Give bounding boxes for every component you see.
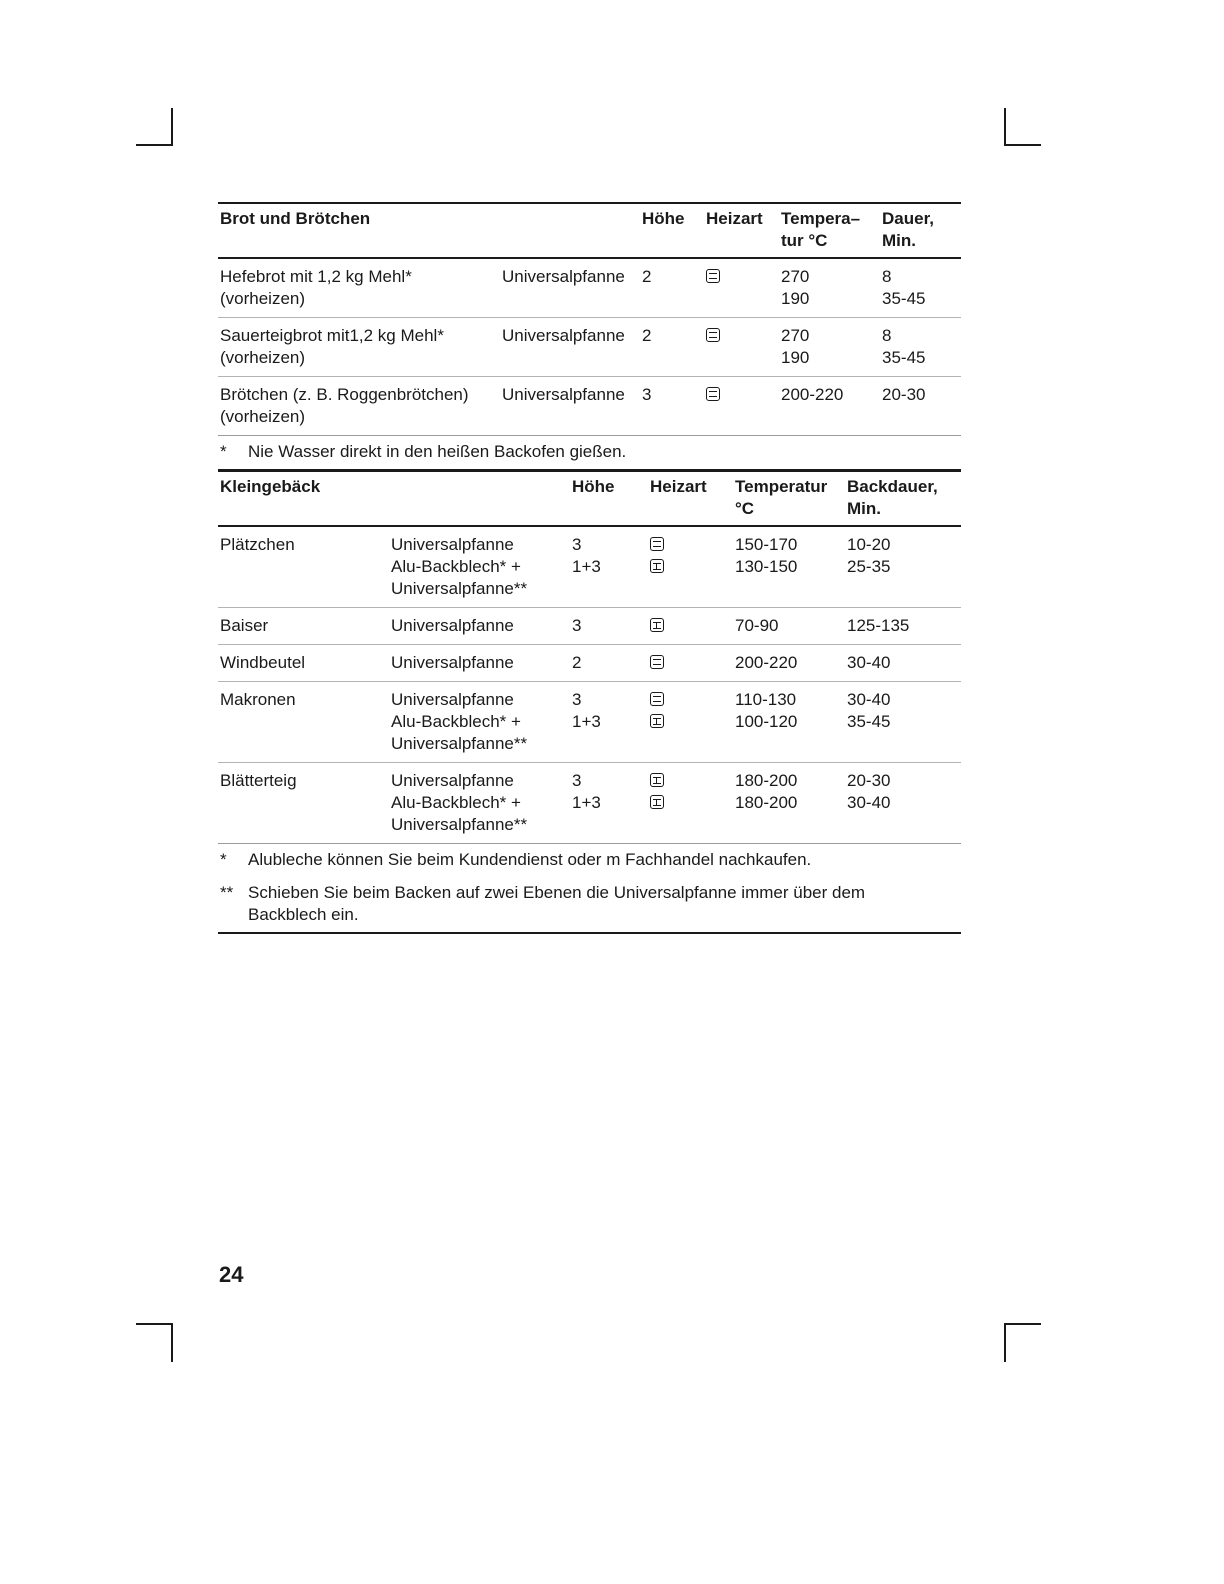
footnote-text: Schieben Sie beim Backen auf zwei Ebenen die Universalpfanne immer über dem Backblech ein.: [248, 883, 866, 924]
table-row: [218, 527, 961, 608]
hoehe-cell: [570, 682, 648, 763]
oberunterhitze-icon: [706, 269, 720, 283]
crop-mark-bottom-left-h: [136, 1323, 173, 1325]
header-backdauer: [845, 470, 961, 527]
heizart-line: [706, 266, 767, 288]
text-line: 2: [642, 326, 652, 345]
text-line: Universalpfanne: [391, 535, 514, 554]
duration-cell: [880, 259, 961, 318]
text-line: 8: [882, 326, 892, 345]
temperature-cell-text: [781, 325, 868, 369]
text-line: Alu-Backblech* +: [391, 557, 521, 576]
heissluft-icon: [650, 559, 664, 573]
text-line: 180-200: [735, 793, 798, 812]
duration-cell-text: [882, 384, 961, 406]
temperature-cell: [779, 318, 880, 377]
hoehe-cell: [640, 259, 704, 318]
page-number: 24: [219, 1262, 244, 1287]
oberunterhitze-icon: [706, 328, 720, 342]
item-name-cell-text: [220, 770, 377, 792]
temperature-cell: [733, 608, 845, 645]
heizart-line: [650, 792, 721, 814]
temperature-cell: [779, 377, 880, 436]
text-line: 180-200: [735, 771, 798, 790]
item-name-cell: [218, 682, 389, 763]
header-category-text: [220, 476, 558, 498]
table-header-row: [218, 470, 961, 527]
hoehe-cell-text: [572, 652, 636, 674]
item-name-cell-text: [220, 615, 377, 637]
pan-cell: [500, 377, 640, 436]
item-name-cell-text: [220, 266, 488, 310]
heissluft-icon: [650, 773, 664, 787]
header-temperatur-text: [735, 476, 845, 520]
header-hoehe-text: [572, 476, 648, 498]
text-line: Hefebrot mit 1,2 kg Mehl*: [220, 267, 412, 286]
heizart-line: [706, 325, 767, 347]
text-line: 70-90: [735, 616, 779, 635]
text-line: Universalpfanne: [391, 690, 514, 709]
crop-mark-top-right-v: [1004, 108, 1006, 146]
duration-cell-text: [847, 770, 961, 814]
text-line: Blätterteig: [220, 771, 297, 790]
header-heizart: [648, 470, 733, 527]
item-name-cell-text: [220, 325, 488, 369]
item-name-cell-text: [220, 689, 377, 711]
table-row: [218, 682, 961, 763]
table-row: [218, 318, 961, 377]
header-dauer-text: [882, 208, 961, 252]
hoehe-cell: [570, 608, 648, 645]
hoehe-cell-text: [572, 534, 636, 578]
duration-cell-text: [882, 266, 961, 310]
text-line: 1+3: [572, 712, 601, 731]
hoehe-cell: [570, 527, 648, 608]
heizart-cell: [648, 763, 733, 844]
footnote-mark: *: [220, 442, 227, 461]
heizart-line: [650, 770, 721, 792]
temperature-cell-text: [735, 770, 833, 814]
text-line: Kleingebäck: [220, 477, 321, 496]
hoehe-cell-text: [642, 384, 692, 406]
hoehe-cell-text: [572, 689, 636, 733]
text-line: 20-30: [882, 385, 926, 404]
text-line: 8: [882, 267, 892, 286]
text-line: Heizart: [650, 477, 707, 496]
pan-cell-text: [391, 652, 558, 674]
text-line: Universalpfanne: [502, 385, 625, 404]
temperature-cell: [733, 682, 845, 763]
item-name-cell: [218, 763, 389, 844]
temperature-cell-text: [781, 384, 868, 406]
text-line: 190: [781, 348, 810, 367]
text-line: 200-220: [735, 653, 798, 672]
text-line: Min.: [882, 231, 916, 250]
text-line: Universalpfanne: [502, 267, 625, 286]
text-line: 3: [642, 385, 652, 404]
duration-cell: [845, 608, 961, 645]
text-line: 1+3: [572, 793, 601, 812]
header-hoehe-text: [642, 208, 704, 230]
text-line: Universalpfanne: [391, 771, 514, 790]
text-line: 270: [781, 326, 810, 345]
text-line: Min.: [847, 499, 881, 518]
table-row: [218, 259, 961, 318]
heizart-line: [650, 652, 721, 674]
pan-cell-text: [502, 384, 628, 406]
text-line: 2: [642, 267, 652, 286]
heizart-line: [650, 534, 721, 556]
crop-mark-top-left-v: [171, 108, 173, 146]
text-line: Universalpfanne: [391, 616, 514, 635]
crop-mark-top-right-h: [1004, 144, 1041, 146]
item-name-cell-text: [220, 652, 377, 674]
text-line: 3: [572, 535, 582, 554]
text-line: 3: [572, 616, 582, 635]
temperature-cell-text: [781, 266, 868, 310]
duration-cell: [845, 645, 961, 682]
text-line: 200-220: [781, 385, 844, 404]
text-line: Sauerteigbrot mit1,2 kg Mehl*: [220, 326, 444, 345]
text-line: 3: [572, 690, 582, 709]
text-line: 30-40: [847, 793, 891, 812]
text-line: 110-130: [735, 690, 797, 709]
header-dauer: [880, 202, 961, 259]
heissluft-icon: [650, 618, 664, 632]
footnote: [218, 877, 961, 934]
temperature-cell: [733, 763, 845, 844]
text-line: Baiser: [220, 616, 269, 635]
text-line: Alu-Backblech* +: [391, 712, 521, 731]
text-line: Heizart: [706, 209, 763, 228]
pan-cell: [389, 608, 570, 645]
item-name-cell: [218, 645, 389, 682]
pan-cell: [500, 318, 640, 377]
text-line: 30-40: [847, 690, 891, 709]
text-line: Plätzchen: [220, 535, 295, 554]
heizart-cell: [648, 682, 733, 763]
item-name-cell: [218, 318, 500, 377]
item-name-cell: [218, 377, 500, 436]
pan-cell: [389, 763, 570, 844]
text-line: 1+3: [572, 557, 601, 576]
bread-table: [218, 202, 961, 471]
duration-cell: [845, 682, 961, 763]
duration-cell: [880, 318, 961, 377]
text-line: 3: [572, 771, 582, 790]
heissluft-icon: [650, 795, 664, 809]
text-line: Höhe: [572, 477, 615, 496]
header-temperatur: [779, 202, 880, 259]
text-line: 2: [572, 653, 582, 672]
oberunterhitze-icon: [650, 692, 664, 706]
footnote: [218, 844, 961, 877]
duration-cell: [845, 763, 961, 844]
heizart-cell: [648, 645, 733, 682]
pan-cell: [389, 527, 570, 608]
pan-cell-text: [391, 615, 558, 637]
hoehe-cell-text: [642, 266, 692, 288]
temperature-cell-text: [735, 652, 833, 674]
header-category-text: [220, 208, 628, 230]
table-body: [218, 259, 961, 471]
text-line: 100-120: [735, 712, 798, 731]
text-line: 35-45: [882, 289, 926, 308]
header-category: [218, 470, 570, 527]
text-line: 35-45: [882, 348, 926, 367]
heissluft-icon: [650, 714, 664, 728]
duration-cell-text: [847, 689, 961, 733]
temperature-cell-text: [735, 534, 833, 578]
text-line: Tempera–: [781, 209, 861, 228]
pan-cell: [500, 259, 640, 318]
heizart-cell: [704, 377, 779, 436]
text-line: Alu-Backblech* +: [391, 793, 521, 812]
footnote-row: [218, 877, 961, 934]
temperature-cell-text: [735, 615, 833, 637]
table-body: [218, 527, 961, 934]
footnote-text: Alubleche können Sie beim Kundendienst oder m Fachhandel nachkaufen.: [248, 850, 812, 869]
header-backdauer-text: [847, 476, 961, 520]
temperature-cell-text: [735, 689, 833, 733]
header-hoehe: [640, 202, 704, 259]
footnote-row: [218, 436, 961, 471]
text-line: Makronen: [220, 690, 296, 709]
pan-cell-text: [391, 770, 558, 836]
item-name-cell: [218, 259, 500, 318]
heizart-line: [650, 556, 721, 578]
pan-cell: [389, 645, 570, 682]
item-name-cell-text: [220, 384, 488, 428]
duration-cell-text: [882, 325, 961, 369]
table-header-row: [218, 202, 961, 259]
heizart-cell: [704, 318, 779, 377]
oberunterhitze-icon: [650, 655, 664, 669]
header-heizart-text: [706, 208, 779, 230]
hoehe-cell: [640, 318, 704, 377]
header-category: [218, 202, 640, 259]
text-line: Universalpfanne**: [391, 579, 528, 598]
text-line: 35-45: [847, 712, 891, 731]
table-row: [218, 377, 961, 436]
text-line: 125-135: [847, 616, 910, 635]
hoehe-cell-text: [572, 770, 636, 814]
text-line: 130-150: [735, 557, 798, 576]
duration-cell: [880, 377, 961, 436]
pan-cell-text: [502, 325, 628, 347]
text-line: (vorheizen): [220, 289, 306, 308]
hoehe-cell-text: [572, 615, 636, 637]
text-line: Backdauer,: [847, 477, 938, 496]
hoehe-cell: [640, 377, 704, 436]
heizart-cell: [648, 608, 733, 645]
text-line: Windbeutel: [220, 653, 306, 672]
duration-cell: [845, 527, 961, 608]
text-line: 30-40: [847, 653, 891, 672]
footnote-text: Nie Wasser direkt in den heißen Backofen gießen.: [248, 442, 627, 461]
text-line: 270: [781, 267, 810, 286]
heizart-cell: [648, 527, 733, 608]
hoehe-cell: [570, 645, 648, 682]
text-line: Universalpfanne**: [391, 734, 528, 753]
text-line: (vorheizen): [220, 407, 306, 426]
oberunterhitze-icon: [706, 387, 720, 401]
hoehe-cell: [570, 763, 648, 844]
item-name-cell: [218, 608, 389, 645]
text-line: Temperatur: [735, 477, 828, 496]
item-name-cell: [218, 527, 389, 608]
heizart-line: [706, 384, 767, 406]
duration-cell-text: [847, 534, 961, 578]
table-row: [218, 645, 961, 682]
text-line: 150-170: [735, 535, 798, 554]
duration-cell-text: [847, 615, 961, 637]
text-line: 190: [781, 289, 810, 308]
text-line: Brötchen (z. B. Roggenbrötchen): [220, 385, 469, 404]
text-line: tur °C: [781, 231, 828, 250]
text-line: 20-30: [847, 771, 891, 790]
duration-cell-text: [847, 652, 961, 674]
heizart-line: [650, 689, 721, 711]
text-line: Universalpfanne: [502, 326, 625, 345]
header-temperatur-text: [781, 208, 880, 252]
footnote-mark: **: [220, 883, 234, 902]
text-line: 25-35: [847, 557, 891, 576]
table-row: [218, 763, 961, 844]
text-line: Universalpfanne: [391, 653, 514, 672]
heizart-line: [650, 615, 721, 637]
text-line: Universalpfanne**: [391, 815, 528, 834]
header-hoehe: [570, 470, 648, 527]
crop-mark-bottom-left-v: [171, 1323, 173, 1362]
heizart-cell: [704, 259, 779, 318]
text-line: 10-20: [847, 535, 891, 554]
text-line: Brot und Brötchen: [220, 209, 371, 228]
text-line: Dauer,: [882, 209, 934, 228]
header-temperatur: [733, 470, 845, 527]
item-name-cell-text: [220, 534, 377, 556]
oberunterhitze-icon: [650, 537, 664, 551]
footnote: [218, 436, 961, 471]
pan-cell-text: [391, 534, 558, 600]
text-line: °C: [735, 499, 755, 518]
temperature-cell: [733, 527, 845, 608]
table-row: [218, 608, 961, 645]
footnote-mark: *: [220, 850, 227, 869]
pan-cell: [389, 682, 570, 763]
temperature-cell: [733, 645, 845, 682]
footnote-row: [218, 844, 961, 877]
text-line: (vorheizen): [220, 348, 306, 367]
pan-cell-text: [502, 266, 628, 288]
text-line: Höhe: [642, 209, 685, 228]
heizart-line: [650, 711, 721, 733]
crop-mark-bottom-right-h: [1004, 1323, 1041, 1325]
header-heizart-text: [650, 476, 733, 498]
hoehe-cell-text: [642, 325, 692, 347]
temperature-cell: [779, 259, 880, 318]
crop-mark-top-left-h: [136, 144, 173, 146]
pan-cell-text: [391, 689, 558, 755]
small-pastry-table: [218, 470, 961, 934]
crop-mark-bottom-right-v: [1004, 1323, 1006, 1362]
header-heizart: [704, 202, 779, 259]
